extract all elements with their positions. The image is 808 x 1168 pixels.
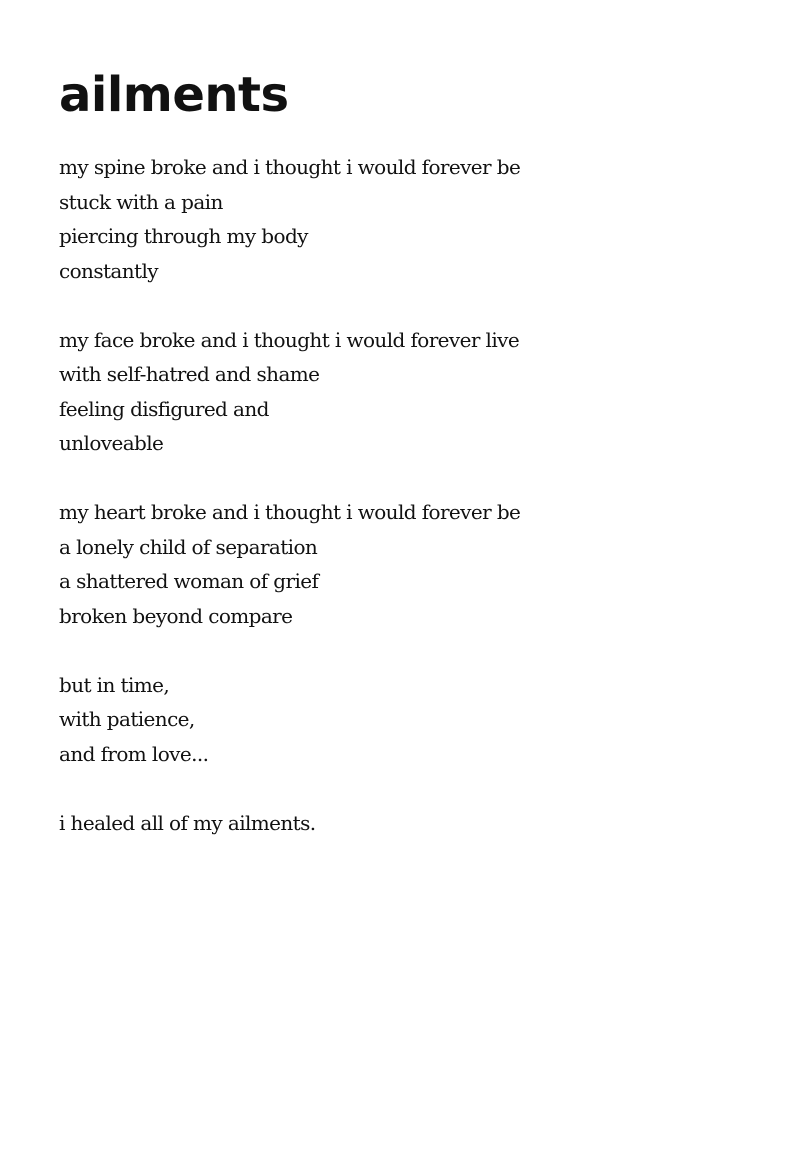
stanza-4 xyxy=(59,668,759,772)
stanza-3 xyxy=(59,495,759,633)
poem-line: with patience, xyxy=(59,707,195,731)
poem-line: feeling disfigured and xyxy=(59,396,269,421)
poem-line: my heart broke and i thought i would forever be xyxy=(59,500,521,524)
poem-line: and from love... xyxy=(59,741,209,766)
poem-line: a shattered woman of grief xyxy=(59,569,319,593)
poem-line: constantly xyxy=(59,258,158,283)
poem-title: ailments xyxy=(59,67,289,123)
poem-line: stuck with a pain xyxy=(59,189,223,214)
poem-line: my spine broke and i thought i would forever be xyxy=(59,155,521,179)
poem-line: piercing through my body xyxy=(59,224,308,248)
poem-line: with self-hatred and shame xyxy=(59,362,320,386)
poem-line: broken beyond compare xyxy=(59,603,293,628)
stanza-5 xyxy=(59,806,759,841)
stanza-2 xyxy=(59,323,759,461)
poem-line: i healed all of my ailments. xyxy=(59,810,316,835)
poem-line: my face broke and i thought i would forever live xyxy=(59,327,520,352)
poem-page xyxy=(59,62,759,875)
poem-line: a lonely child of separation xyxy=(59,534,318,559)
poem-line: unloveable xyxy=(59,431,164,455)
poem-body xyxy=(59,150,759,840)
poem-line: but in time, xyxy=(59,672,170,697)
stanza-1 xyxy=(59,150,759,288)
